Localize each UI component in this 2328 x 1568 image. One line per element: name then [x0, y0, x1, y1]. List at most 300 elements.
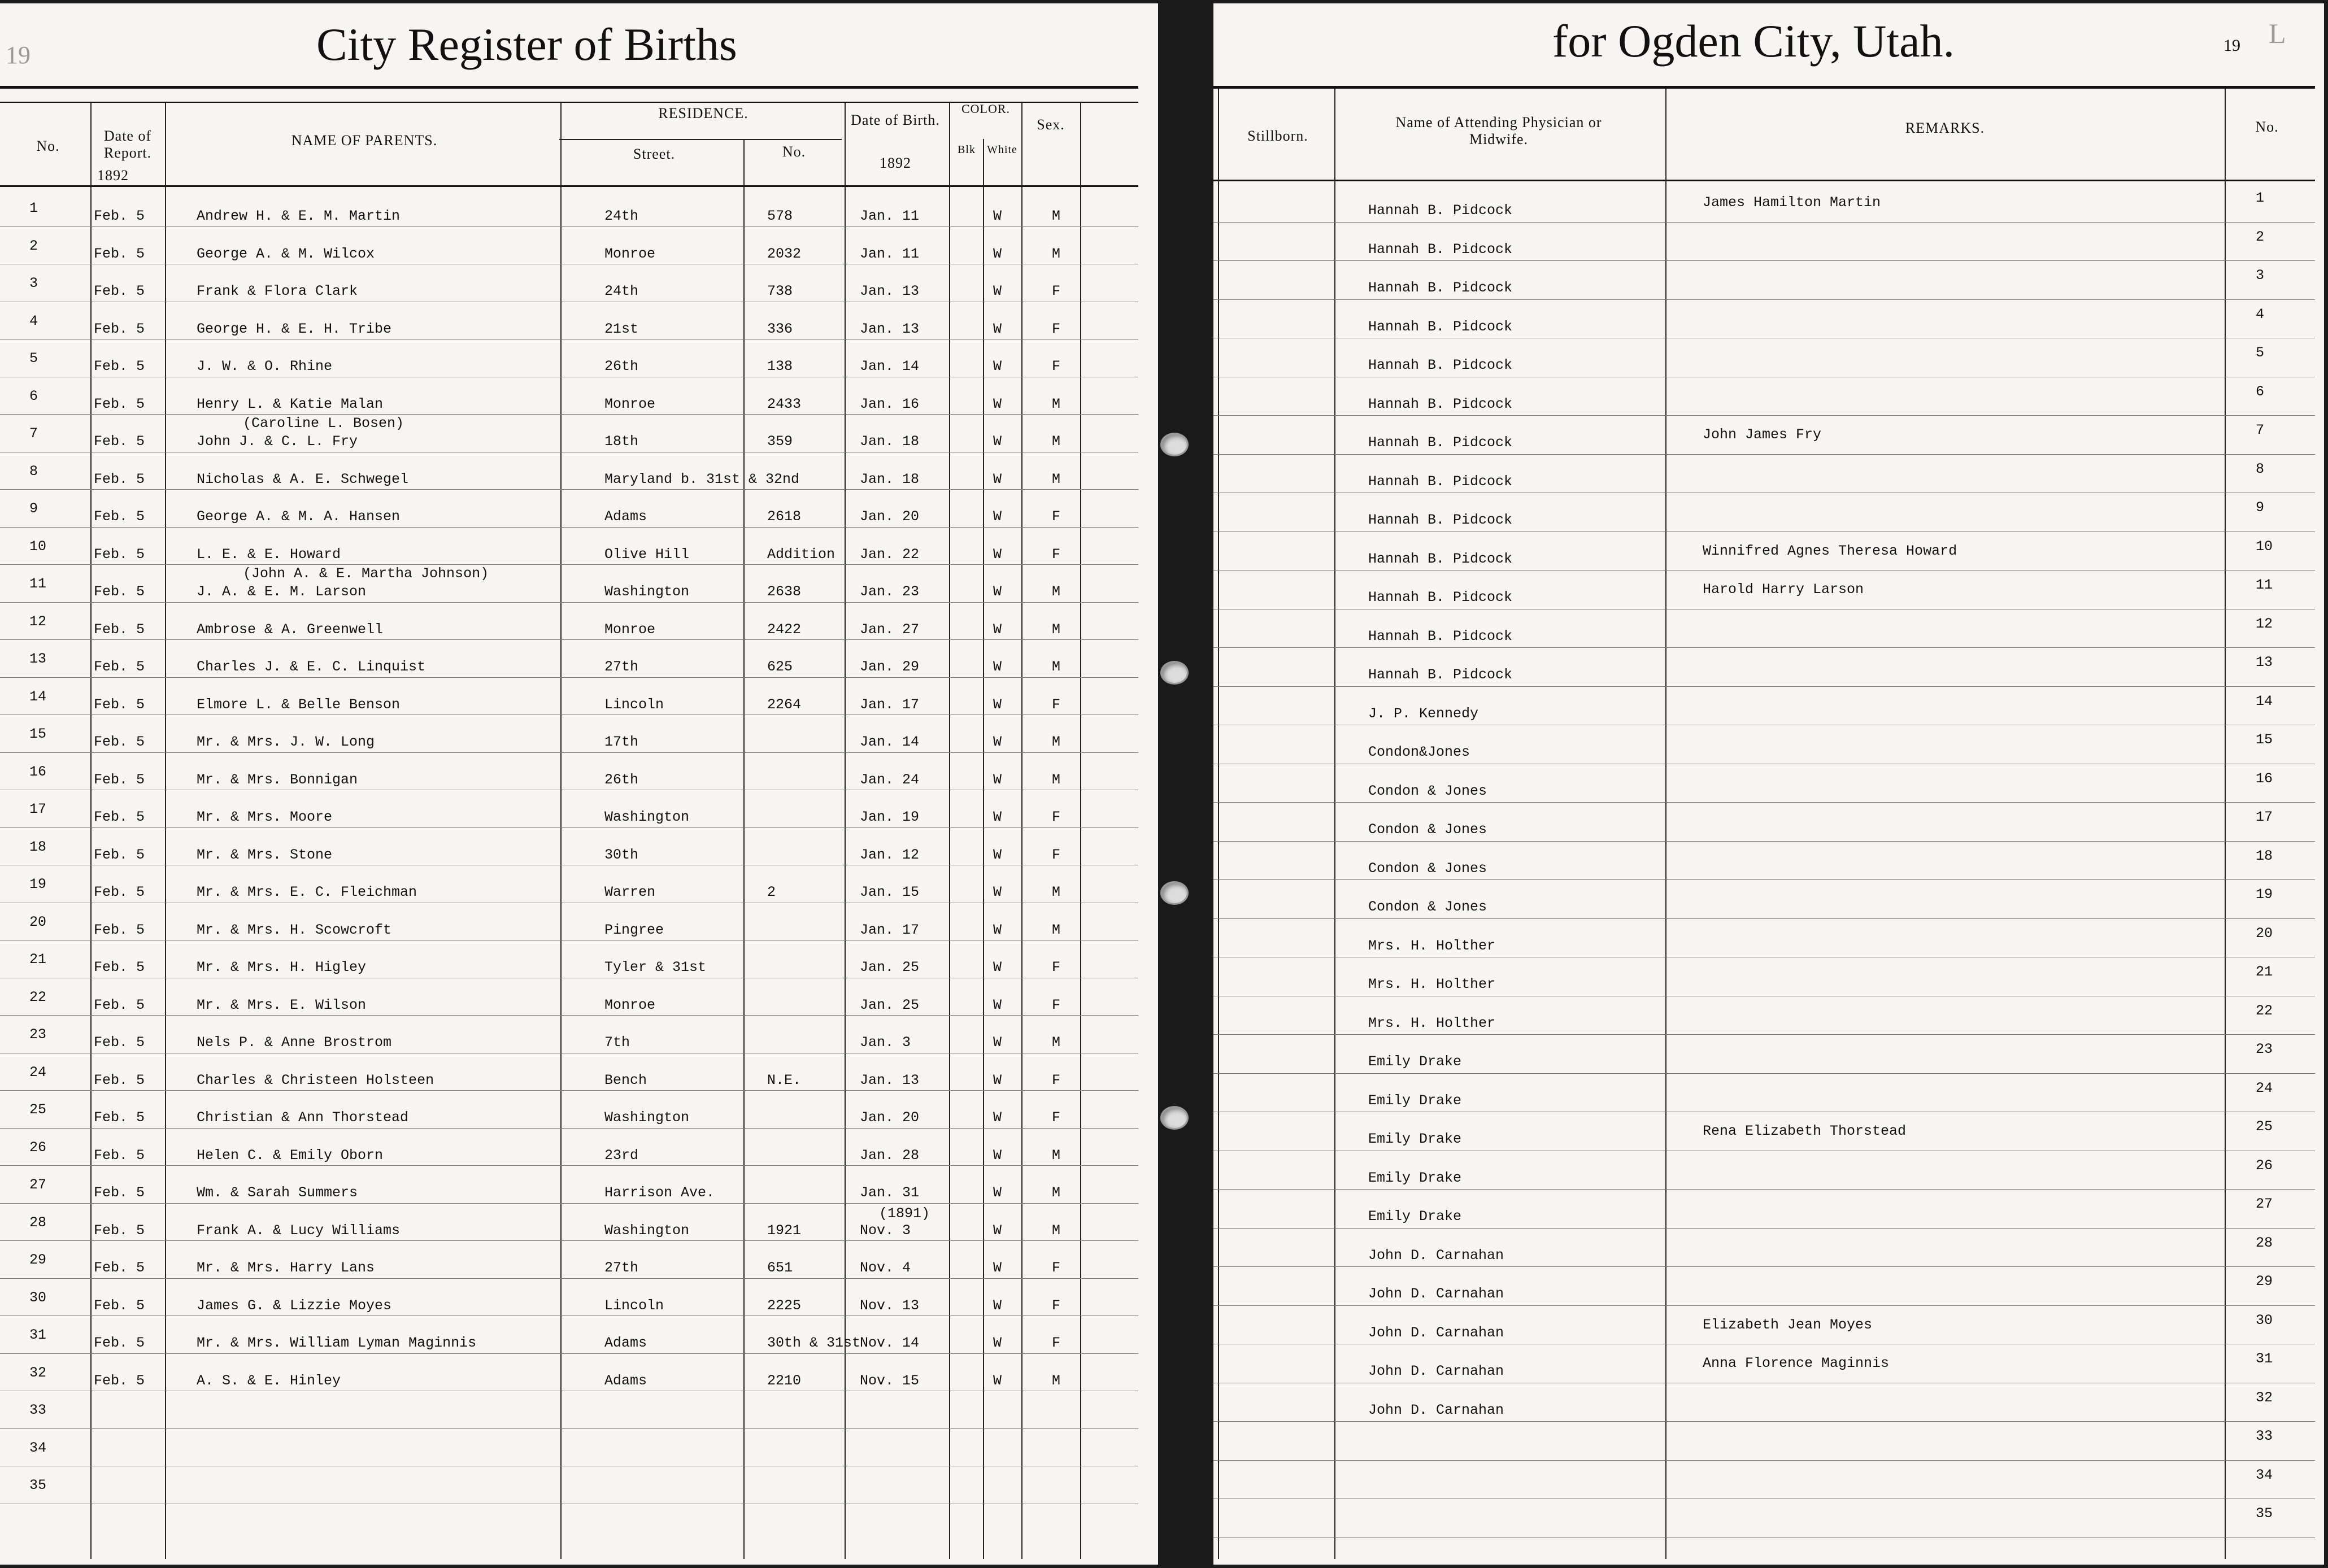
parents-name: Wm. & Sarah Summers [197, 1184, 358, 1201]
row-number: 22 [2256, 1002, 2273, 1019]
row-number: 6 [2256, 383, 2265, 400]
color-value: W [993, 245, 1002, 262]
birth-date: Jan. 3 [860, 1034, 911, 1051]
row-number: 23 [2256, 1041, 2273, 1057]
report-date: Feb. 5 [94, 696, 145, 713]
left-register-page [0, 3, 1158, 1565]
physician-name: Emily Drake [1368, 1053, 1462, 1070]
report-date: Feb. 5 [94, 1184, 145, 1201]
parents-name: Ambrose & A. Greenwell [197, 621, 384, 638]
parents-name: Frank A. & Lucy Williams [197, 1222, 401, 1239]
residence-street: 18th [604, 433, 639, 450]
report-date: Feb. 5 [94, 621, 145, 638]
row-rule [1213, 686, 2315, 687]
report-date: Feb. 5 [94, 809, 145, 825]
binder-hole [1160, 881, 1189, 905]
row-number: 6 [29, 387, 38, 404]
birth-date: Jan. 20 [860, 508, 920, 525]
physician-name: Condon & Jones [1368, 821, 1487, 838]
physician-name: Condon & Jones [1368, 782, 1487, 799]
row-number: 29 [2256, 1273, 2273, 1290]
row-number: 2 [2256, 228, 2265, 245]
color-value: W [993, 1222, 1002, 1239]
residence-number: 30th & 31st [767, 1335, 861, 1351]
color-value: W [993, 546, 1002, 563]
parents-name: Charles J. & E. C. Linquist [197, 659, 426, 675]
parents-name: George A. & M. Wilcox [197, 245, 375, 262]
row-number: 4 [2256, 306, 2265, 323]
color-value: W [993, 996, 1002, 1013]
row-number: 17 [2256, 809, 2273, 825]
row-rule [0, 602, 1138, 603]
row-rule [1213, 1266, 2315, 1267]
col-divider [1021, 102, 1022, 1559]
color-value: W [993, 659, 1002, 675]
row-rule [1213, 222, 2315, 223]
birth-date: Jan. 11 [860, 208, 920, 224]
physician-name: Hannah B. Pidcock [1368, 434, 1513, 451]
corner-pencil-note: 19 [6, 41, 31, 69]
sex-value: M [1052, 1147, 1061, 1164]
color-value: W [993, 1109, 1002, 1126]
row-number: 18 [29, 838, 47, 855]
physician-name: Hannah B. Pidcock [1368, 512, 1513, 528]
color-value: W [993, 208, 1002, 224]
row-number: 28 [2256, 1234, 2273, 1251]
parents-name: George A. & M. A. Hansen [197, 508, 401, 525]
residence-number: Addition [767, 546, 836, 563]
residence-street: Adams [604, 1335, 647, 1351]
row-number: 2 [29, 237, 38, 254]
report-date: Feb. 5 [94, 1034, 145, 1051]
header-residence: RESIDENCE. [658, 105, 749, 121]
row-rule [1213, 879, 2315, 880]
row-number: 5 [29, 350, 38, 367]
row-number: 5 [2256, 345, 2265, 361]
birth-date: Jan. 27 [860, 621, 920, 638]
sex-value: M [1052, 1184, 1061, 1201]
color-value: W [993, 320, 1002, 337]
parents-name: James G. & Lizzie Moyes [197, 1297, 392, 1314]
residence-number: 138 [767, 358, 793, 374]
row-rule [0, 1128, 1138, 1129]
report-date: Feb. 5 [94, 884, 145, 900]
parents-name: Elmore L. & Belle Benson [197, 696, 401, 713]
row-number: 3 [29, 275, 38, 291]
residence-street: Maryland b. 31st & 32nd [604, 471, 800, 487]
row-number: 35 [29, 1477, 47, 1493]
color-value: W [993, 283, 1002, 299]
parents-name: Mr. & Mrs. J. W. Long [197, 734, 375, 750]
residence-street: Washington [604, 809, 690, 825]
birth-date: Jan. 24 [860, 771, 920, 788]
residence-street: Washington [604, 1109, 690, 1126]
parents-name: J. W. & O. Rhine [197, 358, 333, 374]
birth-date: Jan. 25 [860, 959, 920, 975]
sex-value: F [1052, 1109, 1061, 1126]
row-rule [1213, 1034, 2315, 1035]
parents-note: (Caroline L. Bosen) [243, 415, 404, 432]
row-rule [0, 1203, 1138, 1204]
birth-date: Jan. 29 [860, 659, 920, 675]
physician-name: Hannah B. Pidcock [1368, 202, 1513, 219]
row-number: 14 [2256, 692, 2273, 709]
row-number: 4 [29, 312, 38, 329]
parents-name: Mr. & Mrs. Bonnigan [197, 771, 358, 788]
header-date-birth: Date of Birth. [851, 112, 940, 128]
residence-street: 21st [604, 320, 639, 337]
report-date: Feb. 5 [94, 1109, 145, 1126]
physician-name: Hannah B. Pidcock [1368, 667, 1513, 683]
sex-value: F [1052, 959, 1061, 975]
row-number: 10 [2256, 538, 2273, 555]
header-date-report-year: 1892 [97, 167, 129, 184]
row-rule [0, 1428, 1138, 1429]
header-no: No. [36, 138, 60, 154]
report-date: Feb. 5 [94, 395, 145, 412]
residence-number: 578 [767, 208, 793, 224]
row-number: 34 [2256, 1466, 2273, 1483]
birth-date: Nov. 14 [860, 1335, 920, 1351]
residence-number: 2032 [767, 245, 802, 262]
header-bottom-rule [1213, 180, 2315, 181]
residence-street: 27th [604, 1260, 639, 1276]
physician-name: John D. Carnahan [1368, 1324, 1504, 1341]
physician-name: John D. Carnahan [1368, 1286, 1504, 1302]
report-date: Feb. 5 [94, 771, 145, 788]
row-rule [0, 677, 1138, 678]
birth-date: Nov. 3 [860, 1222, 911, 1239]
residence-number: 2618 [767, 508, 802, 525]
header-physician: Name of Attending Physician or Midwife. [1395, 114, 1602, 147]
residence-number: 2225 [767, 1297, 802, 1314]
parents-name: Mr. & Mrs. H. Scowcroft [197, 921, 392, 938]
col-divider [90, 102, 92, 1559]
row-number: 29 [29, 1252, 47, 1268]
sex-value: M [1052, 734, 1061, 750]
parents-name: Andrew H. & E. M. Martin [197, 208, 401, 224]
sex-value: F [1052, 1297, 1061, 1314]
row-rule [0, 489, 1138, 490]
color-value: W [993, 1297, 1002, 1314]
row-number: 23 [29, 1026, 47, 1043]
report-date: Feb. 5 [94, 1297, 145, 1314]
physician-name: Emily Drake [1368, 1131, 1462, 1147]
residence-number: 2433 [767, 395, 802, 412]
sex-value: F [1052, 358, 1061, 374]
birth-date: Jan. 17 [860, 696, 920, 713]
sex-value: M [1052, 583, 1061, 600]
row-number: 9 [29, 500, 38, 517]
residence-street: Lincoln [604, 696, 664, 713]
physician-name: Condon & Jones [1368, 899, 1487, 915]
residence-street: 26th [604, 358, 639, 374]
parents-name: Mr. & Mrs. Moore [197, 809, 333, 825]
birth-date: Jan. 25 [860, 996, 920, 1013]
sex-value: M [1052, 433, 1061, 450]
row-number: 21 [29, 951, 47, 968]
physician-name: Emily Drake [1368, 1169, 1462, 1186]
parents-name: Mr. & Mrs. Harry Lans [197, 1260, 375, 1276]
report-date: Feb. 5 [94, 921, 145, 938]
report-date: Feb. 5 [94, 1147, 145, 1164]
sex-value: F [1052, 1260, 1061, 1276]
residence-street: Tyler & 31st [604, 959, 707, 975]
row-rule [1213, 1537, 2315, 1538]
residence-street: 17th [604, 734, 639, 750]
sex-value: F [1052, 696, 1061, 713]
row-number: 34 [29, 1439, 47, 1456]
birth-date: Jan. 11 [860, 245, 920, 262]
row-number: 26 [29, 1139, 47, 1156]
birth-date: Jan. 12 [860, 846, 920, 863]
sex-value: F [1052, 283, 1061, 299]
residence-number: 336 [767, 320, 793, 337]
remarks-text: Winnifred Agnes Theresa Howard [1703, 542, 1957, 559]
residence-street: Bench [604, 1072, 647, 1088]
residence-street: Adams [604, 1372, 647, 1389]
header-stillborn: Stillborn. [1247, 128, 1308, 144]
residence-street: Monroe [604, 245, 656, 262]
row-number: 25 [2256, 1118, 2273, 1135]
row-rule [1213, 454, 2315, 455]
row-rule [0, 564, 1138, 565]
header-street: Street. [633, 146, 676, 162]
row-number: 22 [29, 988, 47, 1005]
header-top-rule [0, 86, 1138, 89]
row-rule [0, 414, 1138, 415]
physician-name: John D. Carnahan [1368, 1401, 1504, 1418]
parents-name: Mr. & Mrs. Stone [197, 846, 333, 863]
row-number: 7 [29, 425, 38, 442]
sex-value: M [1052, 471, 1061, 487]
report-date: Feb. 5 [94, 583, 145, 600]
sex-value: M [1052, 1222, 1061, 1239]
header-date-report: Date of Report. [103, 128, 152, 161]
physician-name: Hannah B. Pidcock [1368, 357, 1513, 373]
color-value: W [993, 508, 1002, 525]
header-remarks: REMARKS. [1905, 120, 1985, 136]
col-divider [949, 102, 950, 1559]
row-number: 16 [2256, 770, 2273, 787]
residence-street: 23rd [604, 1147, 639, 1164]
row-number: 15 [2256, 731, 2273, 748]
row-rule [1213, 1305, 2315, 1306]
row-number: 32 [2256, 1389, 2273, 1406]
sex-value: M [1052, 1034, 1061, 1051]
header-bottom-rule [0, 185, 1138, 187]
row-number: 32 [29, 1364, 47, 1381]
header-color-white: White [987, 143, 1017, 156]
row-number: 13 [29, 651, 47, 667]
col-divider [1665, 88, 1666, 1559]
row-number: 33 [2256, 1428, 2273, 1444]
parents-name: Mr. & Mrs. E. Wilson [197, 996, 367, 1013]
physician-name: Mrs. H. Holther [1368, 976, 1496, 992]
color-value: W [993, 734, 1002, 750]
sex-value: M [1052, 621, 1061, 638]
col-divider [2225, 88, 2226, 1559]
sex-value: F [1052, 508, 1061, 525]
report-date: Feb. 5 [94, 245, 145, 262]
physician-name: Hannah B. Pidcock [1368, 280, 1513, 296]
physician-name: Hannah B. Pidcock [1368, 550, 1513, 567]
residence-number: 651 [767, 1260, 793, 1276]
sex-value: F [1052, 1335, 1061, 1351]
remarks-text: James Hamilton Martin [1703, 194, 1881, 211]
residence-street: Adams [604, 508, 647, 525]
row-rule [1213, 647, 2315, 648]
residence-number: 625 [767, 659, 793, 675]
residence-street: Pingree [604, 921, 664, 938]
parents-note: (John A. & E. Martha Johnson) [243, 565, 489, 582]
sex-value: F [1052, 996, 1061, 1013]
physician-name: Condon & Jones [1368, 860, 1487, 877]
birth-date: Jan. 14 [860, 358, 920, 374]
row-rule [1213, 299, 2315, 300]
header-parents: NAME OF PARENTS. [291, 132, 438, 149]
sex-value: M [1052, 245, 1061, 262]
row-number: 11 [29, 576, 47, 592]
sex-value: M [1052, 1372, 1061, 1389]
row-rule [0, 827, 1138, 828]
residence-street: Monroe [604, 996, 656, 1013]
sex-value: F [1052, 546, 1061, 563]
color-value: W [993, 471, 1002, 487]
sex-value: M [1052, 771, 1061, 788]
birth-date: Jan. 13 [860, 1072, 920, 1088]
page-title-right: for Ogden City, Utah. [1552, 15, 1955, 67]
color-value: W [993, 884, 1002, 900]
residence-sub-rule [559, 139, 842, 140]
birth-date: Jan. 18 [860, 471, 920, 487]
birth-date: Jan. 20 [860, 1109, 920, 1126]
row-number: 12 [2256, 615, 2273, 632]
row-rule [0, 752, 1138, 753]
birth-date: Jan. 13 [860, 320, 920, 337]
sex-value: F [1052, 809, 1061, 825]
report-date: Feb. 5 [94, 283, 145, 299]
row-number: 28 [29, 1214, 47, 1231]
residence-street: Washington [604, 1222, 690, 1239]
row-rule [0, 1353, 1138, 1354]
row-number: 30 [2256, 1312, 2273, 1329]
report-date: Feb. 5 [94, 996, 145, 1013]
color-value: W [993, 395, 1002, 412]
color-value: W [993, 959, 1002, 975]
physician-name: Condon&Jones [1368, 744, 1470, 760]
row-rule [1213, 1189, 2315, 1190]
parents-name: J. A. & E. M. Larson [197, 583, 367, 600]
parents-name: A. S. & E. Hinley [197, 1372, 341, 1389]
residence-number: 1921 [767, 1222, 802, 1239]
row-number: 17 [29, 801, 47, 817]
color-value: W [993, 921, 1002, 938]
page-number: 19 [2223, 36, 2240, 55]
row-number: 1 [2256, 190, 2265, 206]
residence-number: 2264 [767, 696, 802, 713]
row-rule [1213, 1460, 2315, 1461]
birth-date: Jan. 28 [860, 1147, 920, 1164]
col-divider [1080, 102, 1081, 1559]
birth-date: Nov. 13 [860, 1297, 920, 1314]
color-value: W [993, 696, 1002, 713]
physician-name: Hannah B. Pidcock [1368, 473, 1513, 490]
birth-date: Jan. 19 [860, 809, 920, 825]
row-rule [1213, 841, 2315, 842]
col-divider [983, 139, 984, 1559]
remarks-text: John James Fry [1703, 426, 1822, 443]
row-number: 3 [2256, 267, 2265, 284]
color-value: W [993, 1072, 1002, 1088]
sex-value: M [1052, 921, 1061, 938]
parents-name: Nicholas & A. E. Schwegel [197, 471, 409, 487]
residence-number: 2 [767, 884, 776, 900]
physician-name: Hannah B. Pidcock [1368, 318, 1513, 335]
report-date: Feb. 5 [94, 433, 145, 450]
residence-street: Warren [604, 884, 656, 900]
row-number: 31 [2256, 1351, 2273, 1367]
parents-name: John J. & C. L. Fry [197, 433, 358, 450]
residence-street: 24th [604, 283, 639, 299]
residence-number: 359 [767, 433, 793, 450]
row-number: 24 [29, 1064, 47, 1081]
binder-hole [1160, 433, 1189, 456]
row-number: 26 [2256, 1157, 2273, 1174]
row-number: 9 [2256, 499, 2265, 516]
report-date: Feb. 5 [94, 471, 145, 487]
parents-name: Mr. & Mrs. E. C. Fleichman [197, 884, 417, 900]
physician-name: John D. Carnahan [1368, 1363, 1504, 1379]
row-number: 15 [29, 726, 47, 742]
residence-street: 27th [604, 659, 639, 675]
residence-number: N.E. [767, 1072, 802, 1088]
color-value: W [993, 1335, 1002, 1351]
parents-name: George H. & E. H. Tribe [197, 320, 392, 337]
header-color: COLOR. [961, 102, 1011, 116]
parents-name: Christian & Ann Thorstead [197, 1109, 409, 1126]
row-rule [0, 1240, 1138, 1241]
birth-year-note: (1891) [879, 1205, 930, 1222]
remarks-text: Rena Elizabeth Thorstead [1703, 1123, 1907, 1139]
birth-date: Jan. 14 [860, 734, 920, 750]
header-residence-no: No. [782, 143, 806, 160]
physician-name: Emily Drake [1368, 1208, 1462, 1225]
residence-street: Olive Hill [604, 546, 690, 563]
birth-date: Nov. 4 [860, 1260, 911, 1276]
report-date: Feb. 5 [94, 508, 145, 525]
parents-name: Mr. & Mrs. William Lyman Maginnis [197, 1335, 477, 1351]
remarks-text: Elizabeth Jean Moyes [1703, 1316, 1873, 1333]
birth-date: Jan. 16 [860, 395, 920, 412]
residence-street: 30th [604, 846, 639, 863]
parents-name: L. E. & E. Howard [197, 546, 341, 563]
sex-value: F [1052, 320, 1061, 337]
residence-street: Monroe [604, 395, 656, 412]
row-number: 35 [2256, 1505, 2273, 1522]
report-date: Feb. 5 [94, 1260, 145, 1276]
corner-pencil-note: L [2269, 18, 2286, 49]
birth-date: Jan. 13 [860, 283, 920, 299]
row-number: 8 [2256, 460, 2265, 477]
color-value: W [993, 433, 1002, 450]
residence-street: 24th [604, 208, 639, 224]
binder-hole [1160, 1106, 1189, 1130]
col-divider [743, 139, 745, 1559]
row-number: 31 [29, 1327, 47, 1343]
row-rule [1213, 1421, 2315, 1422]
header-no-right: No. [2255, 119, 2279, 135]
